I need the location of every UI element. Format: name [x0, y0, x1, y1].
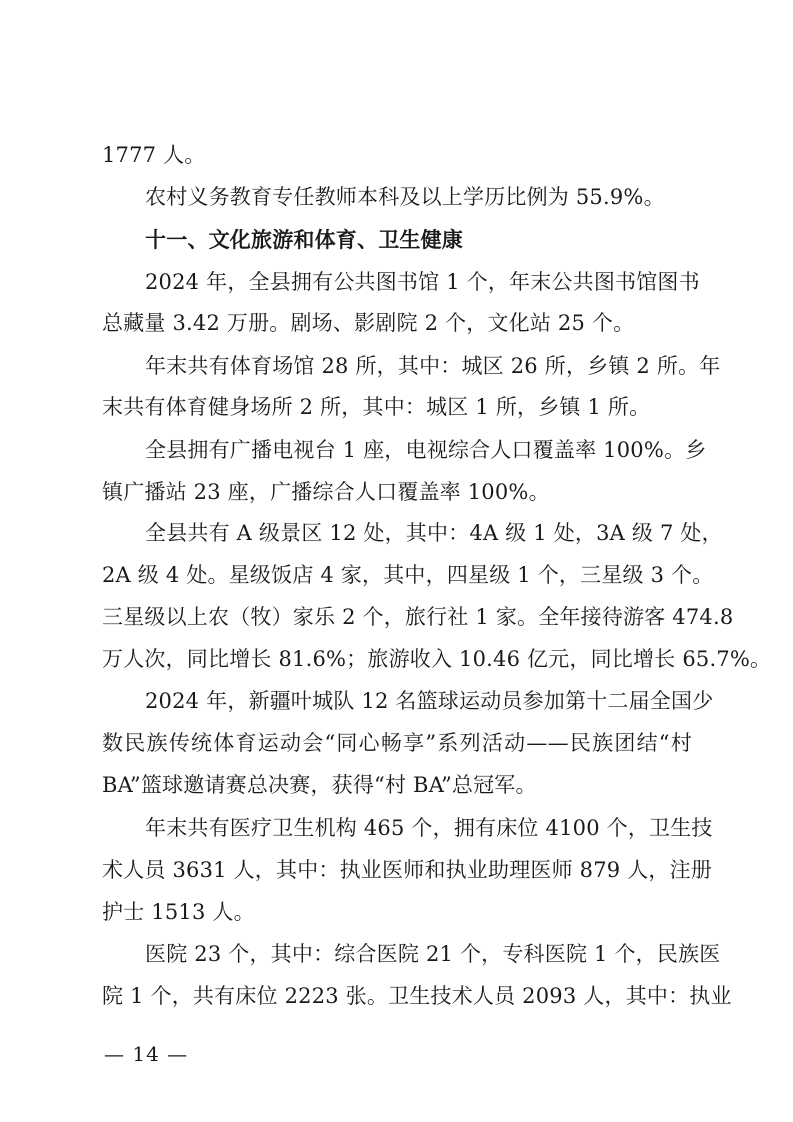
text-line: 2A 级 4 处。星级饭店 4 家，其中，四星级 1 个，三星级 3 个。 [102, 563, 714, 587]
text-line: 院 1 个，共有床位 2223 张。卫生技术人员 2093 人，其中：执业 [102, 984, 732, 1008]
text-line: 末共有体育健身场所 2 所，其中：城区 1 所，乡镇 1 所。 [102, 395, 651, 419]
text-line: 数民族传统体育运动会“同心畅享”系列活动——民族团结“村 [102, 731, 692, 755]
text-line: 1777 人。 [102, 143, 206, 167]
page-number: — 14 — [104, 1042, 189, 1066]
text-line: 镇广播站 23 座，广播综合人口覆盖率 100%。 [102, 480, 550, 504]
text-line: 护士 1513 人。 [102, 900, 255, 924]
section-heading: 十一、文化旅游和体育、卫生健康 [145, 228, 463, 252]
text-line: 术人员 3631 人，其中：执业医师和执业助理医师 879 人，注册 [102, 858, 713, 882]
text-line: 全县共有 A 级景区 12 处，其中：4A 级 1 处，3A 级 7 处， [145, 521, 723, 545]
text-line: 农村义务教育专任教师本科及以上学历比例为 55.9%。 [145, 185, 665, 209]
text-line: 年末共有体育场馆 28 所，其中：城区 26 所，乡镇 2 所。年 [145, 354, 721, 378]
text-line: 全县拥有广播电视台 1 座，电视综合人口覆盖率 100%。乡 [145, 438, 707, 462]
text-line: 三星级以上农（牧）家乐 2 个，旅行社 1 家。全年接待游客 474.8 [102, 605, 734, 629]
text-line: 年末共有医疗卫生机构 465 个，拥有床位 4100 个，卫生技 [145, 816, 713, 840]
text-line: 医院 23 个，其中：综合医院 21 个，专科医院 1 个，民族医 [145, 942, 721, 966]
text-line: BA”篮球邀请赛总决赛，获得“村 BA”总冠军。 [102, 773, 537, 797]
text-line: 2024 年，新疆叶城队 12 名篮球运动员参加第十二届全国少 [145, 689, 714, 713]
text-line: 万人次，同比增长 81.6%；旅游收入 10.46 亿元，同比增长 65.7%。 [102, 647, 772, 671]
text-line: 总藏量 3.42 万册。剧场、影剧院 2 个，文化站 25 个。 [102, 311, 635, 335]
text-line: 2024 年，全县拥有公共图书馆 1 个，年末公共图书馆图书 [145, 270, 700, 294]
